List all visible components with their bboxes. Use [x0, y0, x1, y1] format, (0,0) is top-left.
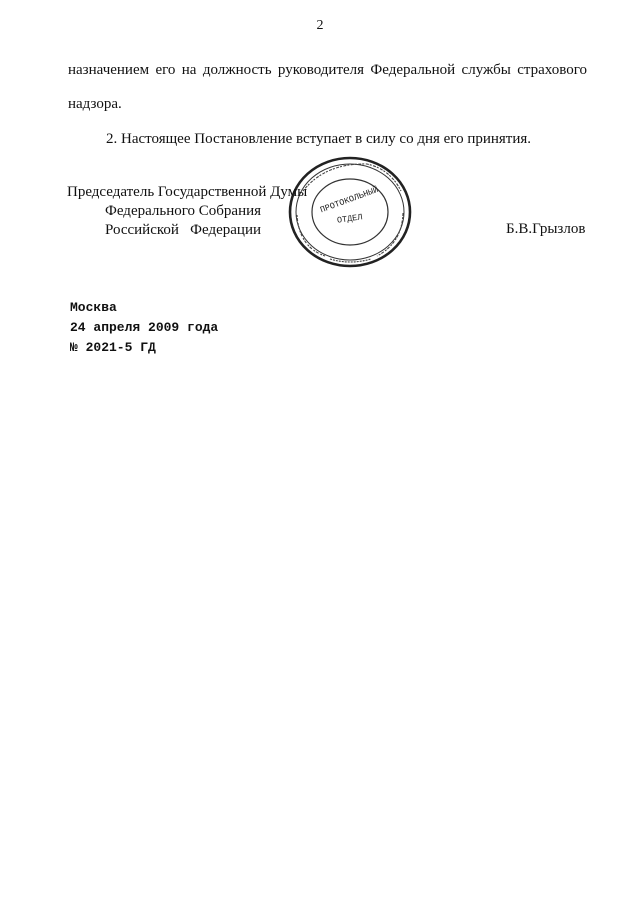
- city: Москва: [70, 300, 117, 315]
- document-number: № 2021-5 ГД: [70, 340, 156, 355]
- signatory-title-line-2: Федерального Собрания: [105, 203, 262, 219]
- paragraph-1-line-2: надзора.: [68, 96, 122, 112]
- signatory-title-line-3: Российской Федерации: [105, 222, 262, 238]
- stamp-center-text-top: ПРОТОКОЛЬНЫЙ: [318, 184, 380, 216]
- paragraph-2: 2. Настоящее Постановление вступает в силу со дня его принятия.: [106, 131, 532, 147]
- signatory-title-line-1: Председатель Государственной Думы: [67, 184, 308, 200]
- signatory-title-block: [67, 183, 307, 240]
- document-date: 24 апреля 2009 года: [70, 320, 219, 335]
- paragraph-1-line-1: назначением его на должность руководителя Федеральной службы страхового: [68, 62, 587, 78]
- stamp-center-text-bottom: ОТДЕЛ: [336, 212, 364, 226]
- signatory-name: Б.В.Грызлов: [506, 221, 586, 237]
- page-number: 2: [316, 18, 324, 33]
